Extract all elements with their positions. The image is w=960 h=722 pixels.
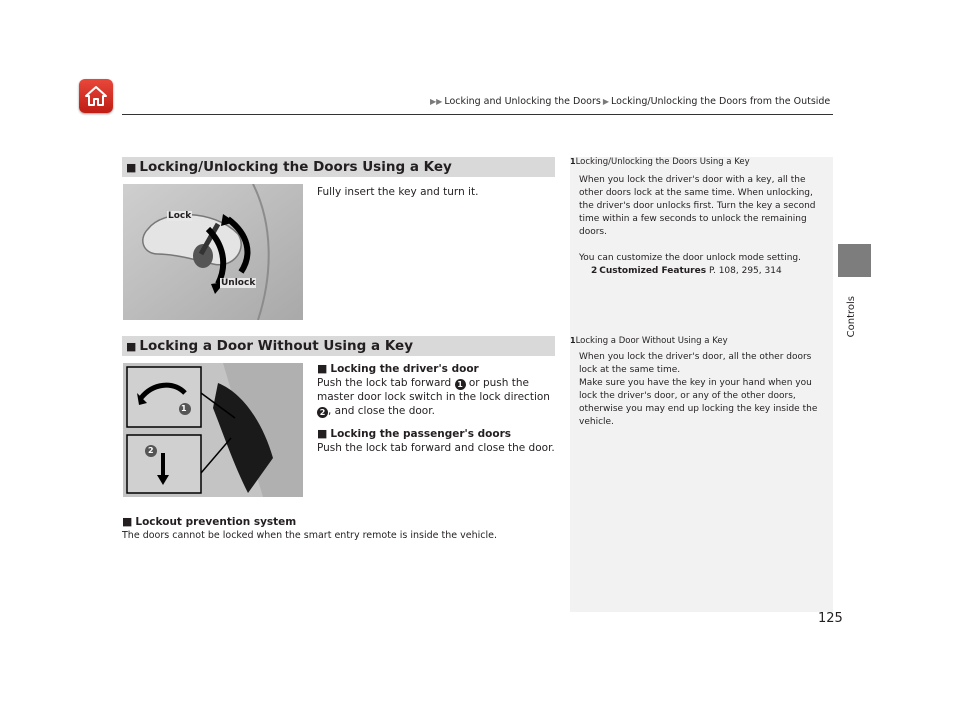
square-bullet-icon: ■ (317, 362, 328, 375)
page-number: 125 (818, 611, 843, 626)
square-bullet-icon: ■ (317, 427, 328, 440)
lockout-block (122, 515, 562, 543)
callout-1-icon: 1 (455, 379, 466, 390)
passenger-door-heading: ■ Locking the passenger's doors (317, 427, 512, 440)
chapter-tab-label: Controls (846, 296, 857, 338)
lock-label: Lock (168, 211, 192, 221)
lockout-text: The doors cannot be locked when the smart entry remote is inside the vehicle. (122, 530, 498, 541)
section-header-key-lock: ■ Locking/Unlocking the Doors Using a Key (122, 157, 555, 177)
cross-reference-arrow-icon: 2 (591, 266, 598, 276)
note-body-no-key: When you lock the driver's door, all the other doors lock at the same time. Make sure you have the key in your hand when you lock the driver's door, or any of the other doors, otherwise you may end up locking the key inside the vehicle. (579, 352, 818, 427)
key-lock-instruction: Fully insert the key and turn it. (317, 186, 479, 198)
square-bullet-icon: ■ (126, 340, 137, 353)
breadcrumb-item[interactable]: Locking/Unlocking the Doors from the Outside (611, 96, 831, 107)
callout-2-icon: 2 (317, 407, 328, 418)
square-bullet-icon: ■ (122, 515, 133, 528)
breadcrumb-arrow-icon: ▶ (602, 97, 610, 106)
home-button[interactable] (79, 79, 113, 113)
door-lock-tab-illustration (123, 363, 303, 497)
key-lock-illustration (123, 184, 303, 320)
cross-reference[interactable]: 2 Customized Features P. 108, 295, 314 (591, 266, 782, 276)
note-title-key: 1Locking/Unlocking the Doors Using a Key (570, 157, 750, 167)
passenger-door-text: Push the lock tab forward and close the door. (317, 442, 555, 454)
section-header-no-key: ■ Locking a Door Without Using a Key (122, 336, 555, 356)
note-marker-icon: 1 (570, 157, 576, 166)
lockout-heading: ■ Lockout prevention system (122, 515, 297, 528)
breadcrumb-arrow-icon: ▶▶ (430, 97, 443, 106)
driver-door-text: Push the lock tab forward 1 or push the master door lock switch in the lock direction 2 , and close the door. (317, 377, 550, 417)
driver-door-block (317, 362, 557, 455)
header-divider (122, 114, 833, 115)
home-icon (84, 85, 108, 107)
chapter-tab[interactable] (838, 244, 871, 277)
note-marker-icon: 1 (570, 336, 576, 345)
note-title-no-key: 1Locking a Door Without Using a Key (570, 336, 728, 346)
breadcrumb (428, 96, 830, 107)
breadcrumb-item[interactable]: Locking and Unlocking the Doors (444, 96, 601, 107)
unlock-label: Unlock (221, 278, 256, 288)
callout-2: 2 (148, 446, 154, 455)
callout-1: 1 (181, 404, 187, 413)
square-bullet-icon: ■ (126, 161, 137, 174)
note-body-key: When you lock the driver's door with a key, all the other doors lock at the same time. When unlocking, the driver's door unlocks first. Turn the key a second time within a few seconds to unlock the remaining doors. You can customize the door unlock mode setting. 2 Customized Features P. 108, 295, 314 (579, 174, 827, 278)
driver-door-heading: ■ Locking the driver's door (317, 362, 479, 375)
